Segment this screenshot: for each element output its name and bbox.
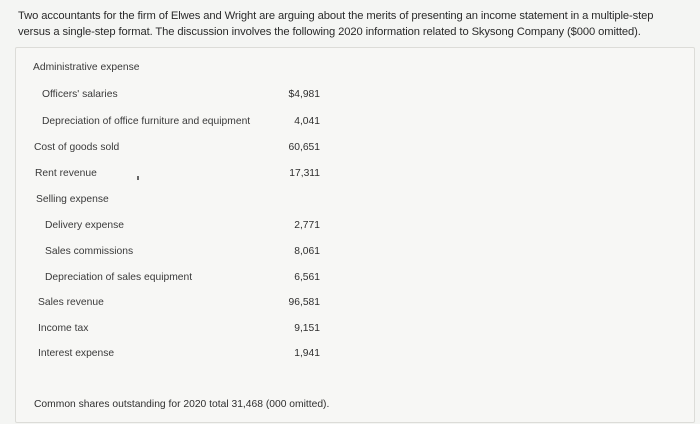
row-value-sales-revenue: 96,581 — [288, 297, 320, 308]
row-value-cost-of-goods-sold: 60,651 — [288, 142, 320, 153]
row-label-depreciation-office: Depreciation of office furniture and equipment — [42, 116, 251, 127]
shares-outstanding-note: Common shares outstanding for 2020 total 31,468 (000 omitted). — [34, 399, 330, 410]
row-label-income-tax: Income tax — [38, 323, 89, 334]
row-label-depreciation-sales: Depreciation of sales equipment — [45, 272, 193, 283]
row-label-delivery-expense: Delivery expense — [45, 220, 124, 231]
row-value-interest-expense: 1,941 — [294, 348, 320, 359]
row-value-rent-revenue: 17,311 — [289, 168, 320, 179]
row-label-cost-of-goods-sold: Cost of goods sold — [34, 142, 120, 153]
data-panel — [15, 47, 695, 423]
row-label-interest-expense: Interest expense — [38, 348, 115, 359]
row-label-selling-expense: Selling expense — [36, 194, 109, 205]
row-label-sales-commissions: Sales commissions — [45, 246, 134, 257]
row-value-officers-salaries: $4,981 — [288, 89, 320, 100]
row-value-depreciation-office: 4,041 — [294, 116, 320, 127]
row-label-sales-revenue: Sales revenue — [38, 297, 104, 308]
row-value-income-tax: 9,151 — [294, 323, 320, 334]
row-label-officers-salaries: Officers' salaries — [42, 89, 118, 100]
row-value-depreciation-sales: 6,561 — [294, 272, 320, 283]
problem-intro: Two accountants for the firm of Elwes and Wright are arguing about the merits of presenting an income statement in a multiple-step versus a single-step format. The discussion involves the following 2020 information related to Skysong Company ($000 omitted). — [18, 10, 654, 38]
row-label-administrative-expense: Administrative expense — [33, 62, 140, 73]
row-label-rent-revenue: Rent revenue — [35, 168, 97, 179]
row-value-delivery-expense: 2,771 — [294, 220, 320, 231]
row-value-sales-commissions: 8,061 — [294, 246, 320, 257]
stray-mark — [137, 176, 139, 180]
